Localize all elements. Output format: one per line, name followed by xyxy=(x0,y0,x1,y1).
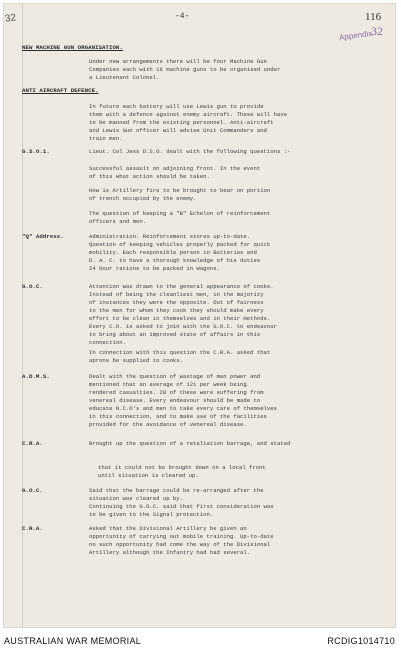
item-line: In connection with this question the C.R.A. asked that xyxy=(89,349,271,356)
item-line: Dealt with the question of wastage of man power and xyxy=(89,373,261,380)
item-line: How is Artillery fire to be brought to bear on portion xyxy=(89,187,271,194)
item-line: educate N.C.O's and men to take every care of themselves xyxy=(89,405,277,412)
item-line: Administration. Reinforcement stores up-to-date. xyxy=(89,233,251,240)
item-line: Successful assault on adjoining front. In the event xyxy=(89,165,261,172)
item-line: of instances they were the opposite. Out of fairness xyxy=(89,299,264,306)
page-number: -4- xyxy=(175,12,190,21)
aa-heading: ANTI AIRCRAFT DEFENCE. xyxy=(22,87,99,94)
aa-line-4: and Lewis Gun officer will advise Unit Commanders and xyxy=(89,127,267,134)
item-line: Attention was drawn to the general appearance of cooks. xyxy=(89,283,274,290)
item-line: opportunity of carrying out mobile training. Up-to-date xyxy=(89,533,274,540)
item-line: that it could not be brought down on a local front xyxy=(98,464,266,471)
item-line: to the men for whom they cook they should make every xyxy=(89,307,264,314)
item-line: 24 hour rations to be packed in Wagons. xyxy=(89,265,220,272)
mg-line-3: a Lieutenant Colonel. xyxy=(89,74,160,81)
mg-line-2: Companies each with 16 machine guns to be organised under xyxy=(89,66,281,73)
footer-record-id: RCDIG1014710 xyxy=(327,636,395,646)
item-line: Brought up the question of a retaliation barrage, and stated xyxy=(89,440,291,447)
item-line: mobility. Each responsible person in Batteries and xyxy=(89,249,257,256)
appendix-stamp-number: 32 xyxy=(371,24,383,38)
item-line: aprons be supplied to cooks. xyxy=(89,357,183,364)
item-line: rendered casualties. 28 of these were suffering from xyxy=(89,389,264,396)
appendix-stamp: Appendix xyxy=(338,28,373,43)
item-line: Artillery although the Infantry had had several. xyxy=(89,549,251,556)
item-label-goc-2: G.O.C. xyxy=(22,487,43,494)
folio-number: 116 xyxy=(365,11,382,23)
item-line: no such opportunity had come the way of the Divisional xyxy=(89,541,271,548)
item-label-goc: G.O.C. xyxy=(22,283,43,290)
margin-line xyxy=(22,3,23,628)
item-line: Said that the barrage could be re-arranged after the xyxy=(89,487,264,494)
item-line: to be given to the Signal protection. xyxy=(89,511,214,518)
item-label-q-address: "Q" Address. xyxy=(22,233,64,240)
item-line: Asked that the Divisional Artillery be given an xyxy=(89,525,247,532)
aa-line-2: them with a defence against enemy aircraft. These will have xyxy=(89,111,288,118)
item-line: Lieut. Col Jess D.S.O. dealt with the following questions :- xyxy=(89,148,291,155)
item-label-cra: C.R.A. xyxy=(22,440,43,447)
aa-line-3: to be manned from the existing personnel. Anti-aircraft xyxy=(89,119,274,126)
item-line: provided for the avoidance of venereal disease. xyxy=(89,421,247,428)
aa-line-5: train men. xyxy=(89,135,123,142)
item-line: Instead of being the cleanliest men, in the majority xyxy=(89,291,264,298)
mg-line-1: Under new arrangements there will be four Machine Gun xyxy=(89,58,267,65)
item-line: to bring about an improved state of affairs in this xyxy=(89,331,261,338)
item-line: in this connection, and to make use of the facilities xyxy=(89,413,267,420)
item-label-adms: A.D.M.S. xyxy=(22,373,50,380)
corner-number: 32 xyxy=(4,12,17,25)
item-line: Continuing the G.O.C. said that first consideration was xyxy=(89,503,274,510)
item-line: connection. xyxy=(89,339,126,346)
item-line: mentioned that an average of 121 per week being xyxy=(89,381,247,388)
footer-archive-name: AUSTRALIAN WAR MEMORIAL xyxy=(4,636,142,646)
item-line: effort to be clean in themselves and in their methods. xyxy=(89,315,271,322)
item-line: The question of keeping a "B" Echelon of reinforcement xyxy=(89,210,271,217)
item-line: Question of keeping vehicles properly packed for quick xyxy=(89,241,271,248)
item-label-gso1: G.S.O.1. xyxy=(22,148,50,155)
document-sheet xyxy=(3,3,396,628)
mg-heading: NEW MACHINE GUN ORGANISATION. xyxy=(22,44,123,51)
item-line: of trench occupied by the enemy. xyxy=(89,195,197,202)
item-line: D. A. C. to have a thorough knowledge of his duties xyxy=(89,257,261,264)
item-line: officers and men. xyxy=(89,218,147,225)
item-label-cra-2: C.R.A. xyxy=(22,525,43,532)
item-line: situation was cleared up by. xyxy=(89,495,183,502)
item-line: until situation is cleared up. xyxy=(98,472,199,479)
item-line: of this what action should be taken. xyxy=(89,173,210,180)
item-line: venereal disease. Every endeavour should be made to xyxy=(89,397,261,404)
item-line: Every C.O. is asked to join with the G.O.C. to endeavour xyxy=(89,323,277,330)
aa-line-1: In future each battery will use Lewis gun to provide xyxy=(89,103,264,110)
